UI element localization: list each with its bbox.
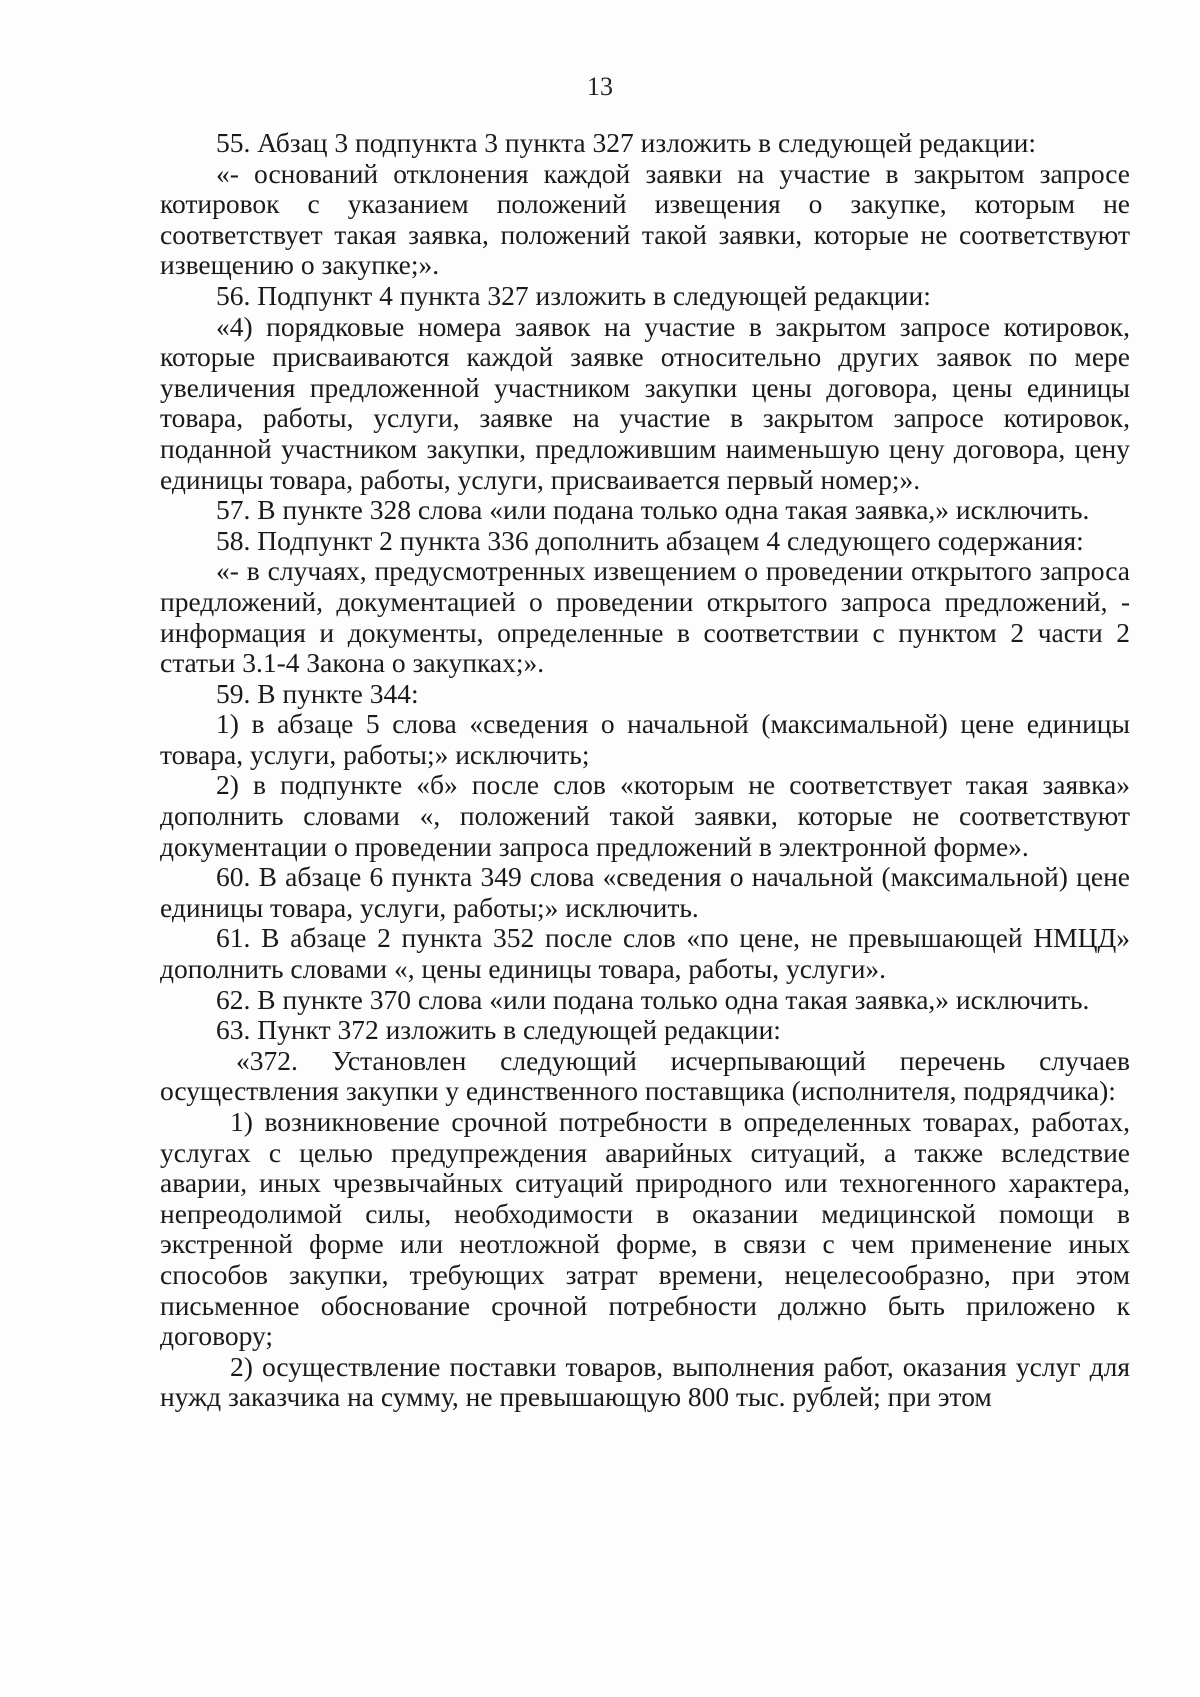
paragraph-61: 61. В абзаце 2 пункта 352 после слов «по цене, не превышающей НМЦД» дополнить словами «, цены единицы товара, работы, услуги». bbox=[160, 922, 1130, 985]
document-body bbox=[160, 128, 1130, 1413]
page-number: 13 bbox=[587, 72, 613, 101]
paragraph-372-item-2: 2) осуществление поставки товаров, выполнения работ, оказания услуг для нужд заказчика на сумму, не превышающую 800 тыс. рублей; при этом bbox=[160, 1350, 1130, 1413]
paragraph-55-heading: 55. Абзац 3 подпункта 3 пункта 327 изложить в следующей редакции: bbox=[216, 127, 1036, 158]
paragraph-372-item-1: 1) возникновение срочной потребности в определенных товарах, работах, услугах с целью предупреждения аварийных ситуаций, а также вследствие аварии, иных чрезвычайных ситуаций природного или техногенного характера, непреодолимой силы, необходимости в оказании медицинской помощи в экстренной форме или неотложной форме, в связи с чем применение иных способов закупки, требующих затрат времени, нецелесообразно, при этом письменное обоснование срочной потребности должно быть приложено к договору; bbox=[160, 1106, 1130, 1352]
paragraph-60: 60. В абзаце 6 пункта 349 слова «сведения о начальной (максимальной) цене единицы товара, услуги, работы;» исключить. bbox=[160, 861, 1130, 923]
paragraph-62: 62. В пункте 370 слова «или подана только одна такая заявка,» исключить. bbox=[216, 983, 1090, 1015]
paragraph-56-heading: 56. Подпункт 4 пункта 327 изложить в следующей редакции: bbox=[216, 279, 931, 311]
paragraph-63-heading: 63. Пункт 372 изложить в следующей редакции: bbox=[216, 1014, 781, 1046]
paragraph-58-text: «- в случаях, предусмотренных извещением о проведении открытого запроса предложений, документацией о проведении открытого запроса предложений, - информация и документы, определенные в соответствии с пунктом 2 части 2 статьи 3.1-4 Закона о закупках;». bbox=[160, 555, 1130, 679]
paragraph-59-heading: 59. В пункте 344: bbox=[216, 677, 419, 709]
paragraph-55-text: «- оснований отклонения каждой заявки на участие в закрытом запросе котировок с указанием положений извещения о закупке, которым не соответствует такая заявка, положений такой заявки, которые не соответствуют извещению о закупке;». bbox=[160, 157, 1130, 281]
paragraph-56-text: «4) порядковые номера заявок на участие в закрытом запросе котировок, которые присваиваются каждой заявке относительно других заявок по мере увеличения предложенной участником закупки цены договора, цены единицы товара, работы, услуги, заявке на участие в закрытом запросе котировок, поданной участником закупки, предложившим наименьшую цену договора, цену единицы товара, работы, услуги, присваивается первый номер;». bbox=[160, 310, 1130, 495]
paragraph-372-intro: «372. Установлен следующий исчерпывающий перечень случаев осуществления закупки у единственного поставщика (исполнителя, подрядчика): bbox=[160, 1044, 1130, 1107]
paragraph-59-item-1: 1) в абзаце 5 слова «сведения о начальной (максимальной) цене единицы товара, услуги, работы;» исключить; bbox=[160, 708, 1130, 770]
paragraph-59-item-2: 2) в подпункте «б» после слов «которым не соответствует такая заявка» дополнить словами «, положений такой заявки, которые не соответствуют документации о проведении запроса предложений в электронной форме». bbox=[160, 769, 1130, 862]
paragraph-57: 57. В пункте 328 слова «или подана только одна такая заявка,» исключить. bbox=[216, 494, 1090, 526]
paragraph-58-heading: 58. Подпункт 2 пункта 336 дополнить абзацем 4 следующего содержания: bbox=[216, 524, 1084, 556]
